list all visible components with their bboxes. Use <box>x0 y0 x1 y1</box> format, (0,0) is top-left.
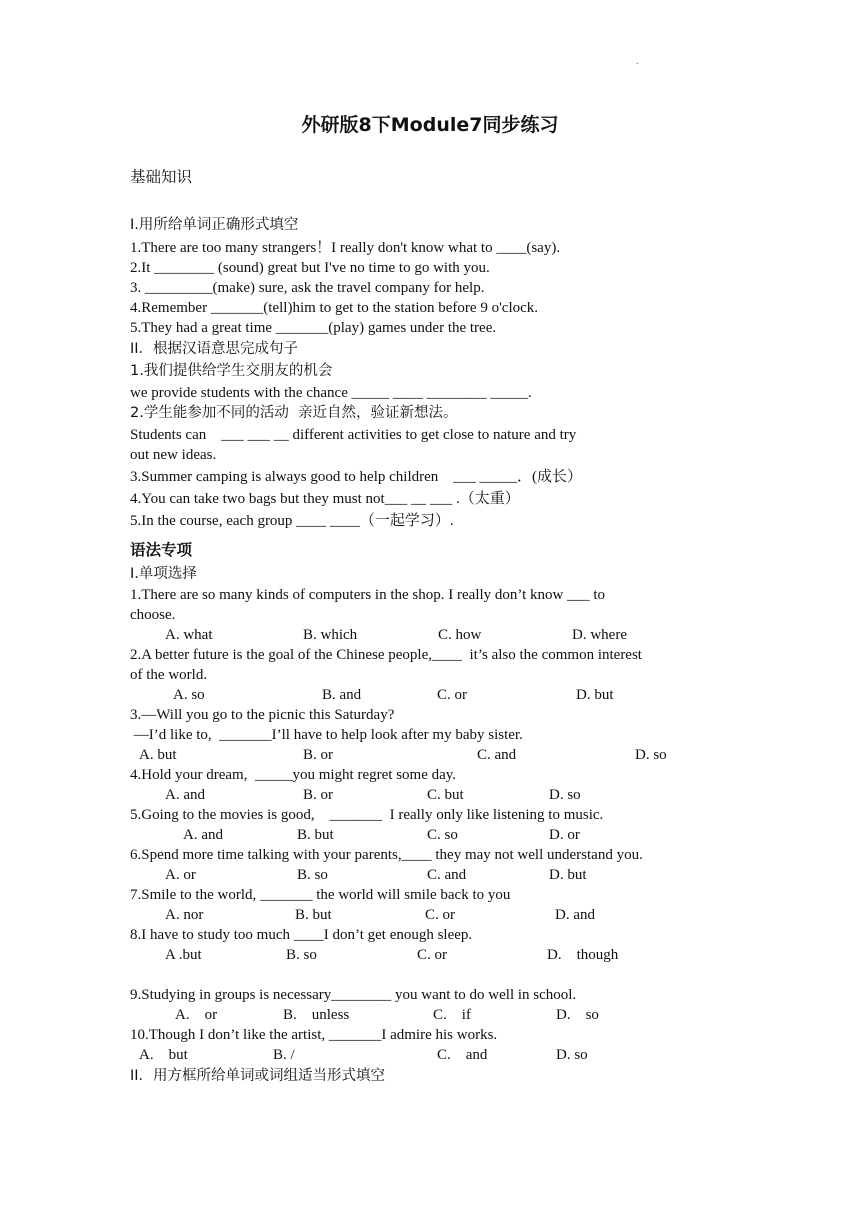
q6-options <box>0 865 860 885</box>
q7-options <box>0 905 860 925</box>
q8-option-c[interactable]: C. or <box>417 947 447 963</box>
q7-option-d[interactable]: D. and <box>555 907 595 923</box>
q9-options <box>0 1005 860 1025</box>
part1-item-4: 4.Remember _______(tell)him to get to the station before 9 o'clock. <box>130 300 539 316</box>
q8-option-b[interactable]: B. so <box>286 947 317 963</box>
section-basic-knowledge: 基础知识 <box>130 168 193 186</box>
q9-option-c[interactable]: C. if <box>433 1007 471 1023</box>
q6-stem-line-1: 6.Spend more time talking with your parents,____ they may not well understand you. <box>130 847 643 863</box>
q2-options <box>0 685 860 705</box>
q1-option-a[interactable]: A. what <box>165 627 213 643</box>
part2-line-6: 3.Summer camping is always good to help children ___ _____．(成长） <box>130 469 583 485</box>
q7-option-c[interactable]: C. or <box>425 907 455 923</box>
q10-option-c[interactable]: C. and <box>437 1047 488 1063</box>
q8-option-d[interactable]: D. though <box>547 947 619 963</box>
q6-option-c[interactable]: C. and <box>427 867 467 883</box>
q3-stem-line-2: —I’d like to, _______I’ll have to help look after my baby sister. <box>130 727 523 743</box>
part2-line-2: we provide students with the chance _____ ____ ________ _____. <box>130 385 532 401</box>
q6-option-a[interactable]: A. or <box>165 867 196 883</box>
q8-options <box>0 945 860 965</box>
q3-option-b[interactable]: B. or <box>303 747 333 763</box>
q1-option-c[interactable]: C. how <box>438 627 482 643</box>
q2-stem-line-2: of the world. <box>130 667 208 683</box>
part1-item-5: 5.They had a great time _______(play) games under the tree. <box>130 320 497 336</box>
q6-option-b[interactable]: B. so <box>297 867 328 883</box>
q5-options <box>0 825 860 845</box>
page-title: 外研版8下Module7同步练习 <box>301 114 559 136</box>
part2-line-1: 1.我们提供给学生交朋友的机会 <box>130 363 333 379</box>
q4-stem-line-1: 4.Hold your dream, _____you might regret some day. <box>130 767 457 783</box>
part1-item-2: 2.It ________ (sound) great but I've no time to go with you. <box>130 260 490 276</box>
q2-option-d[interactable]: D. but <box>576 687 614 703</box>
q2-option-a[interactable]: A. so <box>173 687 205 703</box>
q7-option-b[interactable]: B. but <box>295 907 332 923</box>
q3-option-c[interactable]: C. and <box>477 747 517 763</box>
part2-line-8: 5.In the course, each group ____ ____（一起学习）. <box>130 513 454 529</box>
section-grammar: 语法专项 <box>130 541 193 559</box>
q1-stem-line-1: 1.There are so many kinds of computers in the shop. I really don’t know ___ to <box>130 587 606 603</box>
corner-mark: . <box>636 56 639 67</box>
q1-stem-line-2: choose. <box>130 607 176 623</box>
q3-option-a[interactable]: A. but <box>139 747 177 763</box>
q9-stem-line-1: 9.Studying in groups is necessary________ you want to do well in school. <box>130 987 577 1003</box>
q4-option-a[interactable]: A. and <box>165 787 205 803</box>
q1-option-b[interactable]: B. which <box>303 627 358 643</box>
part2-line-4: Students can ___ ___ __ different activities to get close to nature and try <box>130 427 577 443</box>
q10-option-b[interactable]: B. / <box>273 1047 295 1063</box>
q10-stem-line-1: 10.Though I don’t like the artist, _______I admire his works. <box>130 1027 498 1043</box>
q10-options <box>0 1045 860 1065</box>
q4-option-d[interactable]: D. so <box>549 787 581 803</box>
q8-option-a[interactable]: A .but <box>165 947 202 963</box>
part2-heading: II．根据汉语意思完成句子 <box>130 341 299 357</box>
part3-heading: I.单项选择 <box>130 566 197 582</box>
part4-heading: II．用方框所给单词或词组适当形式填空 <box>130 1068 386 1084</box>
q3-option-d[interactable]: D. so <box>635 747 667 763</box>
q1-option-d[interactable]: D. where <box>572 627 627 643</box>
q3-stem-line-1: 3.—Will you go to the picnic this Saturday? <box>130 707 395 723</box>
q6-option-d[interactable]: D. but <box>549 867 587 883</box>
q7-option-a[interactable]: A. nor <box>165 907 204 923</box>
part1-heading: I.用所给单词正确形式填空 <box>130 217 299 233</box>
q5-option-c[interactable]: C. so <box>427 827 458 843</box>
q5-option-b[interactable]: B. but <box>297 827 334 843</box>
part2-line-3: 2.学生能参加不同的活动 亲近自然，验证新想法。 <box>130 405 458 421</box>
q9-option-b[interactable]: B. unless <box>283 1007 350 1023</box>
q4-option-c[interactable]: C. but <box>427 787 464 803</box>
q10-option-a[interactable]: A. but <box>139 1047 188 1063</box>
part1-item-1: 1.There are too many strangers！I really don't know what to ____(say). <box>130 240 561 256</box>
q5-option-d[interactable]: D. or <box>549 827 580 843</box>
q7-stem-line-1: 7.Smile to the world, _______ the world will smile back to you <box>130 887 511 903</box>
part2-line-5: out new ideas. <box>130 447 217 463</box>
q8-stem-line-1: 8.I have to study too much ____I don’t get enough sleep. <box>130 927 473 943</box>
q2-option-c[interactable]: C. or <box>437 687 467 703</box>
q9-option-a[interactable]: A. or <box>175 1007 218 1023</box>
q10-option-d[interactable]: D. so <box>556 1047 588 1063</box>
q4-option-b[interactable]: B. or <box>303 787 333 803</box>
q2-stem-line-1: 2.A better future is the goal of the Chinese people,____ it’s also the common interest <box>130 647 642 663</box>
q1-options <box>0 625 860 645</box>
q9-option-d[interactable]: D. so <box>556 1007 599 1023</box>
q4-options <box>0 785 860 805</box>
q3-options <box>0 745 860 765</box>
q5-stem-line-1: 5.Going to the movies is good, _______ I really only like listening to music. <box>130 807 604 823</box>
part1-item-3: 3. _________(make) sure, ask the travel company for help. <box>130 280 485 296</box>
q2-option-b[interactable]: B. and <box>322 687 362 703</box>
part2-line-7: 4.You can take two bags but they must not___ __ ___ .（太重） <box>130 491 520 507</box>
q5-option-a[interactable]: A. and <box>183 827 223 843</box>
